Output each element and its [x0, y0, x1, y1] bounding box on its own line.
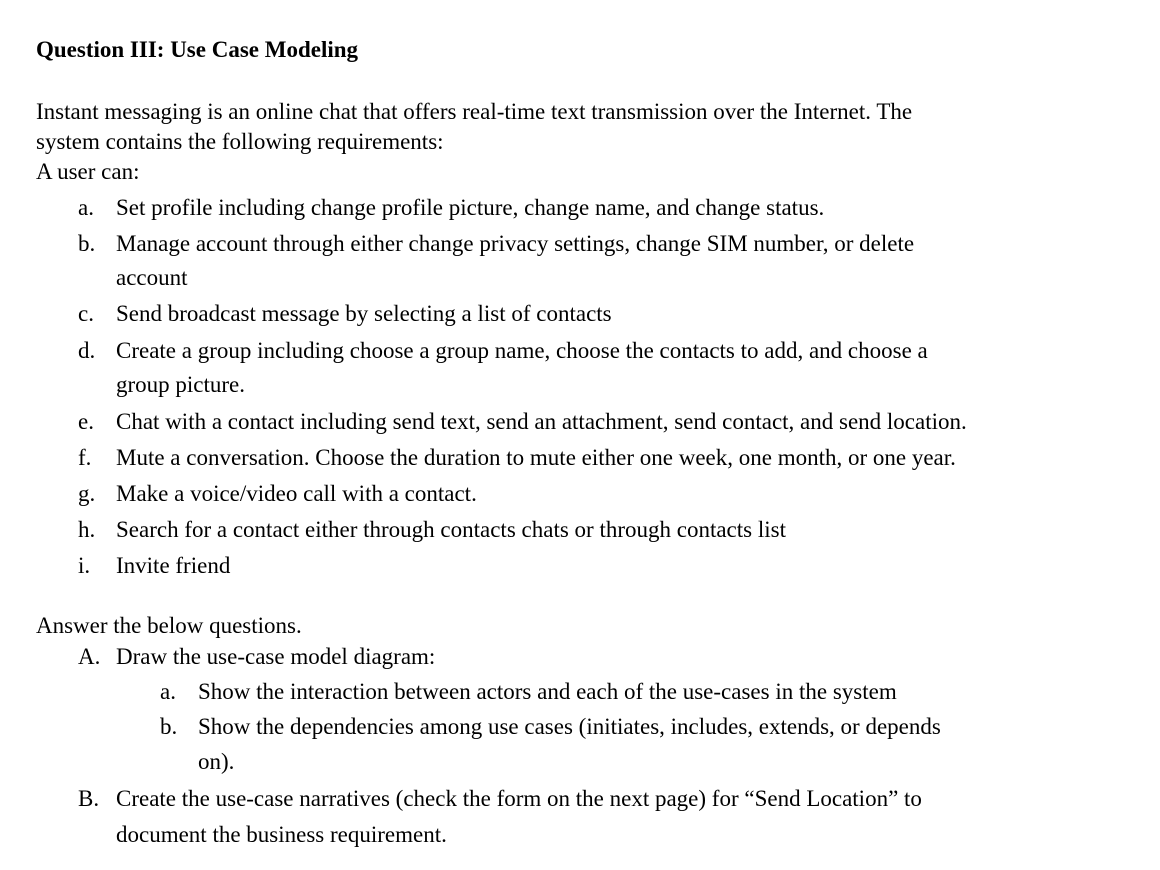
question-marker: A. — [78, 644, 101, 669]
subquestion-marker: b. — [160, 714, 178, 739]
subquestion-marker: a. — [160, 679, 176, 704]
requirement-marker: d. — [78, 338, 96, 363]
subquestion-text: Show the dependencies among use cases (initiates, includes, extends, or depends — [198, 714, 941, 739]
requirement-text: Invite friend — [116, 553, 231, 578]
intro-line-1: Instant messaging is an online chat that offers real-time text transmission over the Internet. The — [36, 99, 913, 124]
requirement-text: Create a group including choose a group name, choose the contacts to add, and choose a — [116, 338, 928, 363]
answer-intro: Answer the below questions. — [36, 613, 302, 638]
requirement-text: Send broadcast message by selecting a list of contacts — [116, 301, 612, 326]
intro-line-3: A user can: — [36, 159, 140, 184]
requirement-text: Chat with a contact including send text, send an attachment, send contact, and send location. — [116, 409, 967, 434]
question-marker: B. — [78, 786, 100, 811]
requirement-marker: i. — [78, 553, 91, 578]
requirement-marker: e. — [78, 409, 94, 434]
question-text-continued: document the business requirement. — [116, 822, 447, 847]
requirement-marker: h. — [78, 517, 96, 542]
requirement-text-continued: account — [116, 265, 188, 290]
question-text: Draw the use-case model diagram: — [116, 644, 436, 669]
subquestion-text-continued: on). — [198, 749, 235, 774]
subquestion-text: Show the interaction between actors and each of the use-cases in the system — [198, 679, 897, 704]
requirement-text: Search for a contact either through contacts chats or through contacts list — [116, 517, 786, 542]
requirement-marker: f. — [78, 445, 92, 470]
question-text: Create the use-case narratives (check the form on the next page) for “Send Location” to — [116, 786, 922, 811]
requirement-marker: c. — [78, 301, 94, 326]
requirement-text: Manage account through either change privacy settings, change SIM number, or delete — [116, 231, 915, 256]
requirement-text: Set profile including change profile picture, change name, and change status. — [116, 195, 825, 220]
requirement-text: Make a voice/video call with a contact. — [116, 481, 477, 506]
requirement-marker: g. — [78, 481, 96, 506]
question-title: Question III: Use Case Modeling — [36, 37, 359, 62]
requirement-text: Mute a conversation. Choose the duration to mute either one week, one month, or one year. — [116, 445, 956, 470]
intro-line-2: system contains the following requirements: — [36, 129, 444, 154]
requirement-marker: b. — [78, 231, 96, 256]
requirement-text-continued: group picture. — [116, 372, 246, 397]
requirement-marker: a. — [78, 195, 94, 220]
